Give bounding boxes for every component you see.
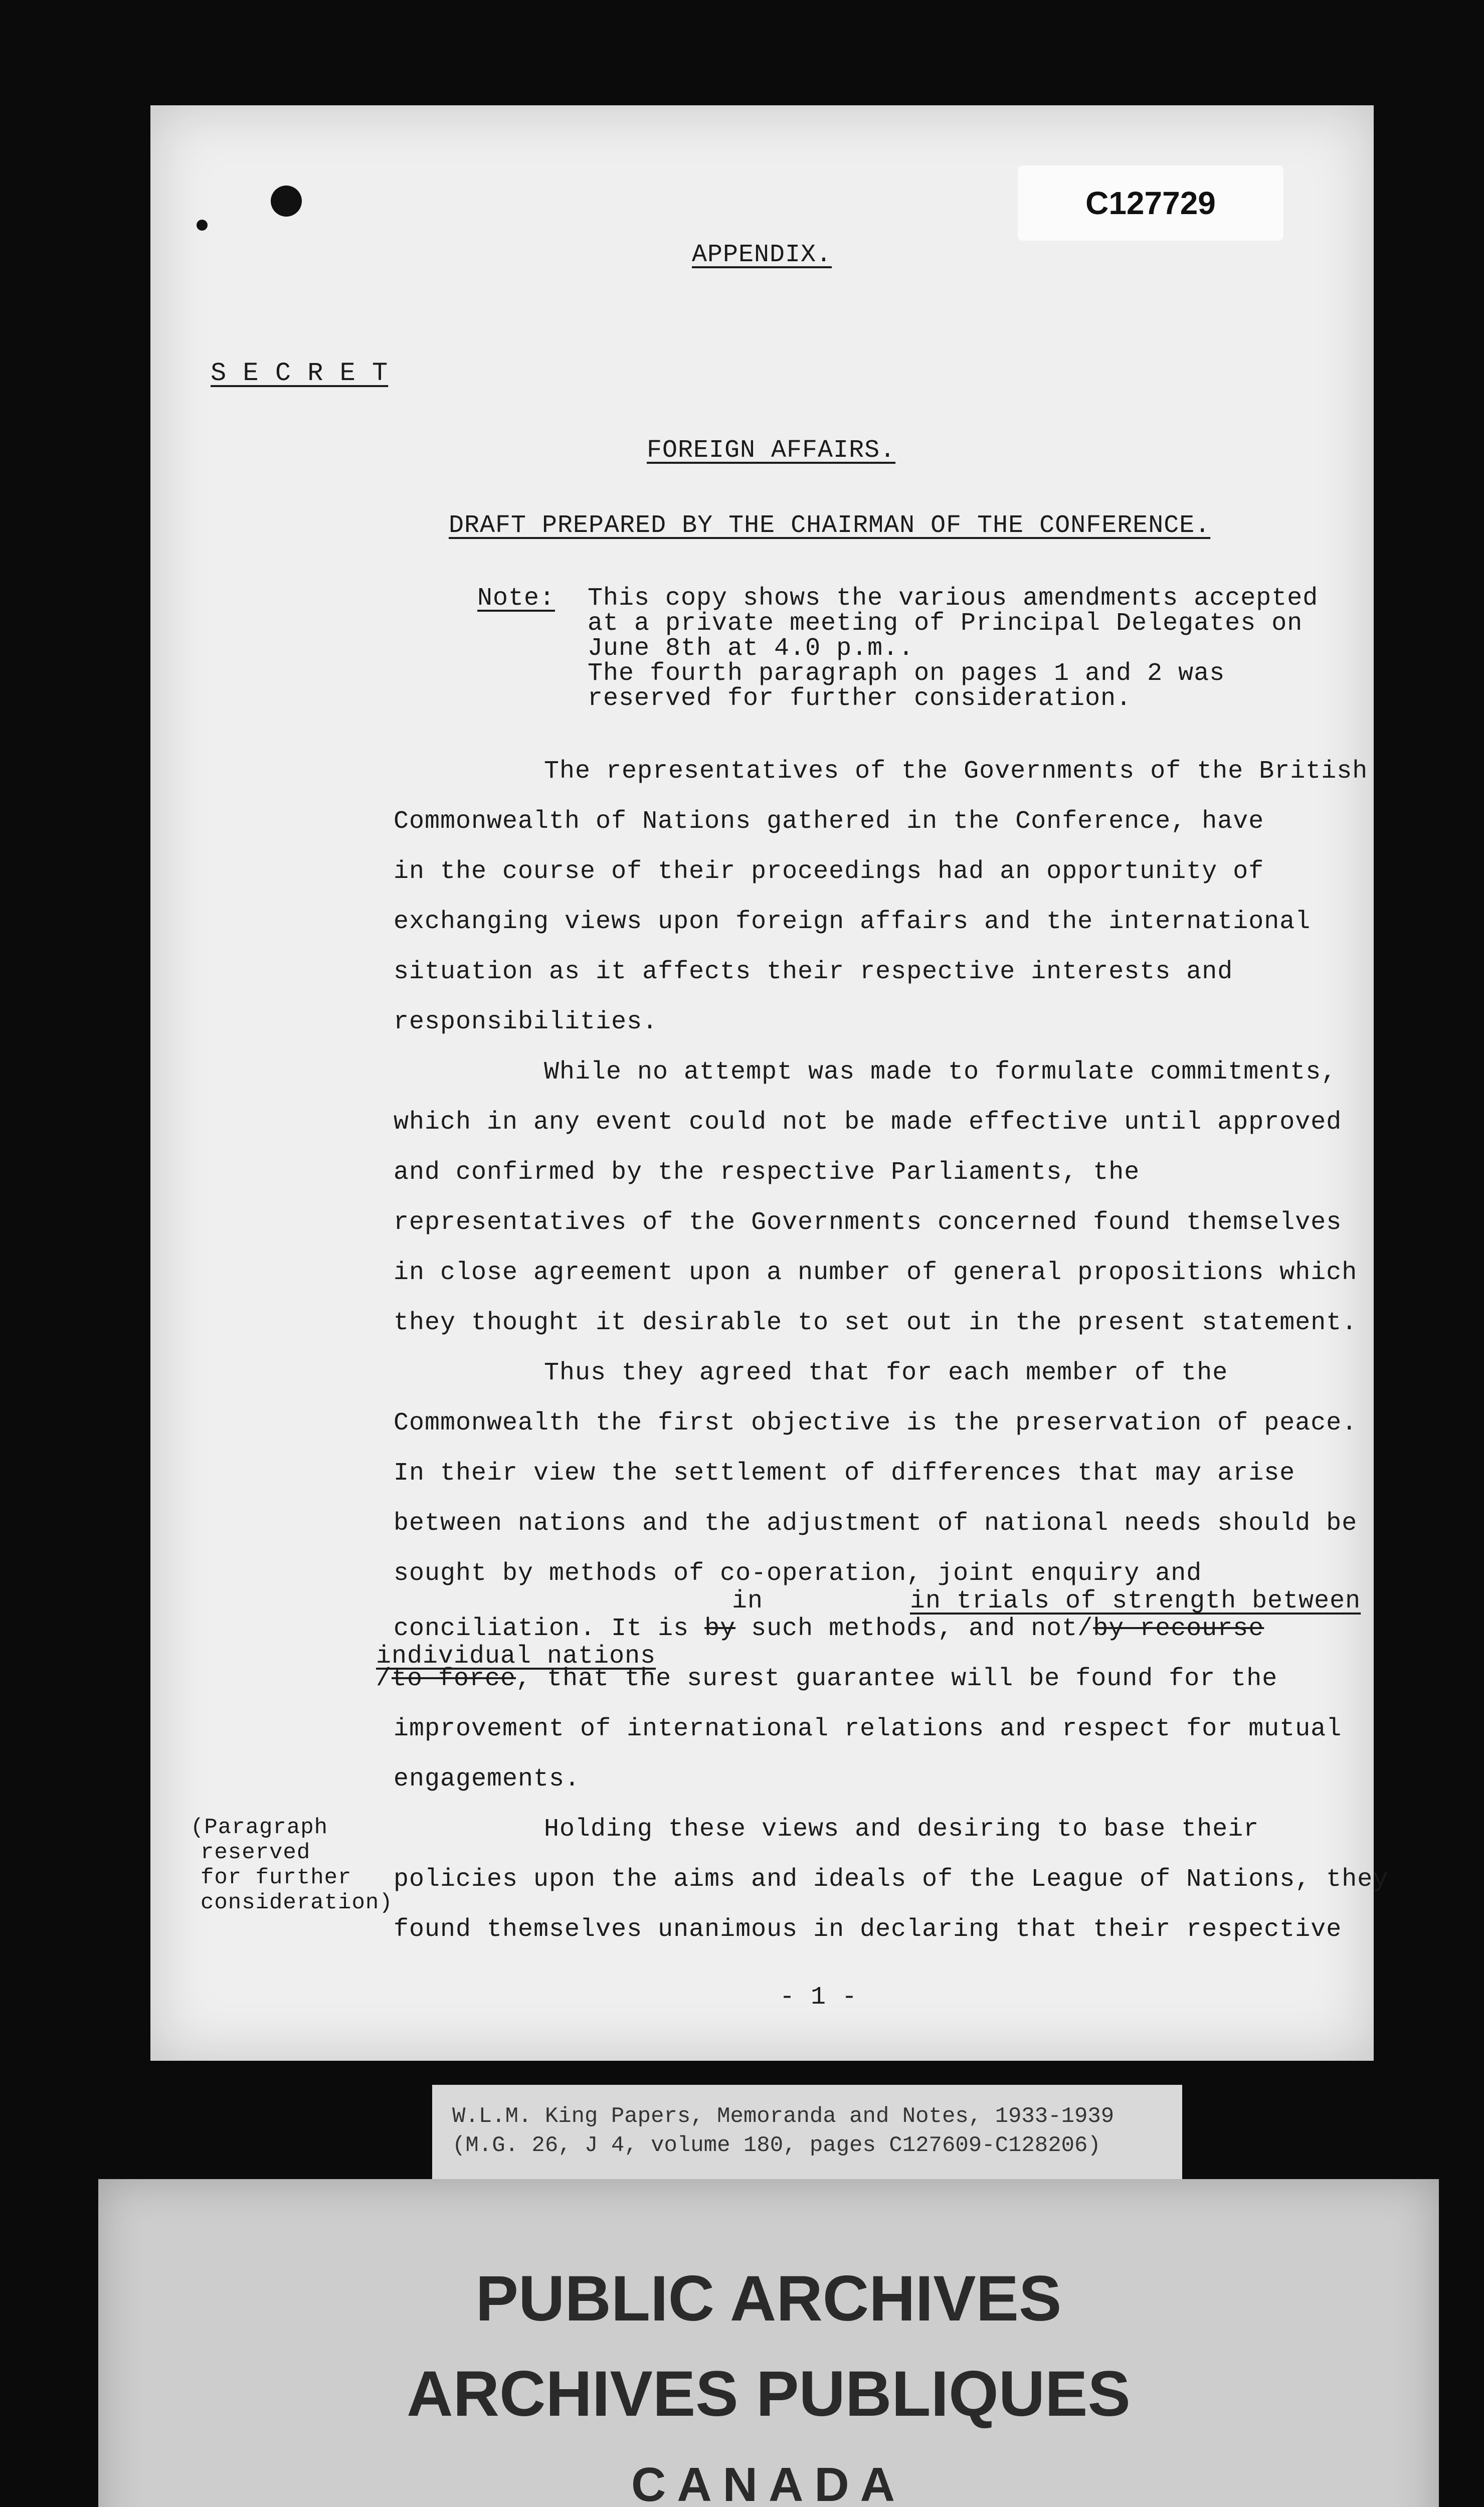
punch-hole-mark xyxy=(271,186,302,217)
body-line: While no attempt was made to formulate commitments, xyxy=(544,1058,1337,1087)
note-line: at a private meeting of Principal Delegates on xyxy=(588,609,1303,638)
reference-label-line: (M.G. 26, J 4, volume 180, pages C127609-C128206) xyxy=(452,2133,1101,2158)
text-span: / xyxy=(376,1665,392,1693)
amendment-insert-in: in xyxy=(732,1587,764,1616)
ink-speck xyxy=(197,220,208,231)
text-span: conciliation. It is xyxy=(394,1615,705,1643)
body-line: in the course of their proceedings had an opportunity of xyxy=(394,857,1264,886)
archive-title-english: PUBLIC ARCHIVES xyxy=(475,2263,1062,2335)
body-line: and confirmed by the respective Parliaments, the xyxy=(394,1158,1140,1187)
body-line: engagements. xyxy=(394,1765,581,1794)
archive-plate xyxy=(98,2179,1439,2507)
body-line: situation as it affects their respective interests and xyxy=(394,958,1233,986)
document-id-number: C127729 xyxy=(1018,165,1283,241)
body-line: they thought it desirable to set out in the present statement. xyxy=(394,1309,1358,1337)
amendment-insert-nations: individual nations xyxy=(376,1642,656,1671)
body-line: representatives of the Governments concerned found themselves xyxy=(394,1208,1342,1237)
amendment-insert-trials: in trials of strength between xyxy=(910,1587,1361,1616)
text-span: , that the surest guarantee will be found for the xyxy=(516,1665,1278,1693)
body-line: Thus they agreed that for each member of the xyxy=(544,1359,1228,1387)
reference-label xyxy=(432,2085,1182,2179)
body-line: In their view the settlement of differences that may arise xyxy=(394,1459,1295,1488)
amended-line-conciliation xyxy=(394,1615,1264,1643)
page-number: - 1 - xyxy=(780,1983,858,2012)
struck-text: by recourse xyxy=(1093,1615,1264,1643)
body-line: found themselves unanimous in declaring that their respective xyxy=(394,1915,1342,1944)
appendix-heading: APPENDIX. xyxy=(692,241,832,269)
document-page xyxy=(150,105,1389,2061)
note-line: The fourth paragraph on pages 1 and 2 was xyxy=(588,659,1225,688)
body-line: which in any event could not be made effective until approved xyxy=(394,1108,1342,1137)
body-line: Commonwealth the first objective is the preservation of peace. xyxy=(394,1409,1358,1438)
body-line: The representatives of the Governments of the British xyxy=(544,757,1368,786)
body-line: Commonwealth of Nations gathered in the Conference, have xyxy=(394,807,1264,836)
margin-note-line: (Paragraph xyxy=(191,1815,328,1840)
body-line: sought by methods of co-operation, joint enquiry and xyxy=(394,1559,1202,1588)
body-line: in close agreement upon a number of general propositions which xyxy=(394,1259,1358,1287)
struck-text: by xyxy=(704,1615,736,1643)
note-line: reserved for further consideration. xyxy=(588,684,1132,713)
body-line: responsibilities. xyxy=(394,1008,658,1036)
body-line: Holding these views and desiring to base their xyxy=(544,1815,1259,1844)
body-line: policies upon the aims and ideals of the League of Nations, they xyxy=(394,1865,1389,1894)
body-line: improvement of international relations and respect for mutual xyxy=(394,1715,1342,1743)
document-title: FOREIGN AFFAIRS. xyxy=(647,436,896,465)
body-line: exchanging views upon foreign affairs and the international xyxy=(394,908,1311,936)
margin-note-line: for further xyxy=(201,1865,352,1890)
reference-label-line: W.L.M. King Papers, Memoranda and Notes, 1933-1939 xyxy=(452,2104,1115,2129)
secret-classification: S E C R E T xyxy=(211,359,389,388)
note-line: June 8th at 4.0 p.m.. xyxy=(588,634,914,663)
margin-note-line: consideration) xyxy=(201,1890,393,1915)
amended-line-force xyxy=(376,1665,1277,1693)
note-line: This copy shows the various amendments accepted xyxy=(588,584,1319,613)
text-span: such methods, and not/ xyxy=(735,1615,1093,1643)
struck-text: to force xyxy=(392,1665,516,1693)
archive-title-french: ARCHIVES PUBLIQUES xyxy=(407,2358,1131,2430)
archive-country: CANADA xyxy=(631,2458,906,2507)
document-subtitle: DRAFT PREPARED BY THE CHAIRMAN OF THE CONFERENCE. xyxy=(449,511,1211,540)
note-label: Note: xyxy=(477,584,555,613)
body-line: between nations and the adjustment of national needs should be xyxy=(394,1509,1358,1538)
margin-note-line: reserved xyxy=(201,1840,311,1865)
